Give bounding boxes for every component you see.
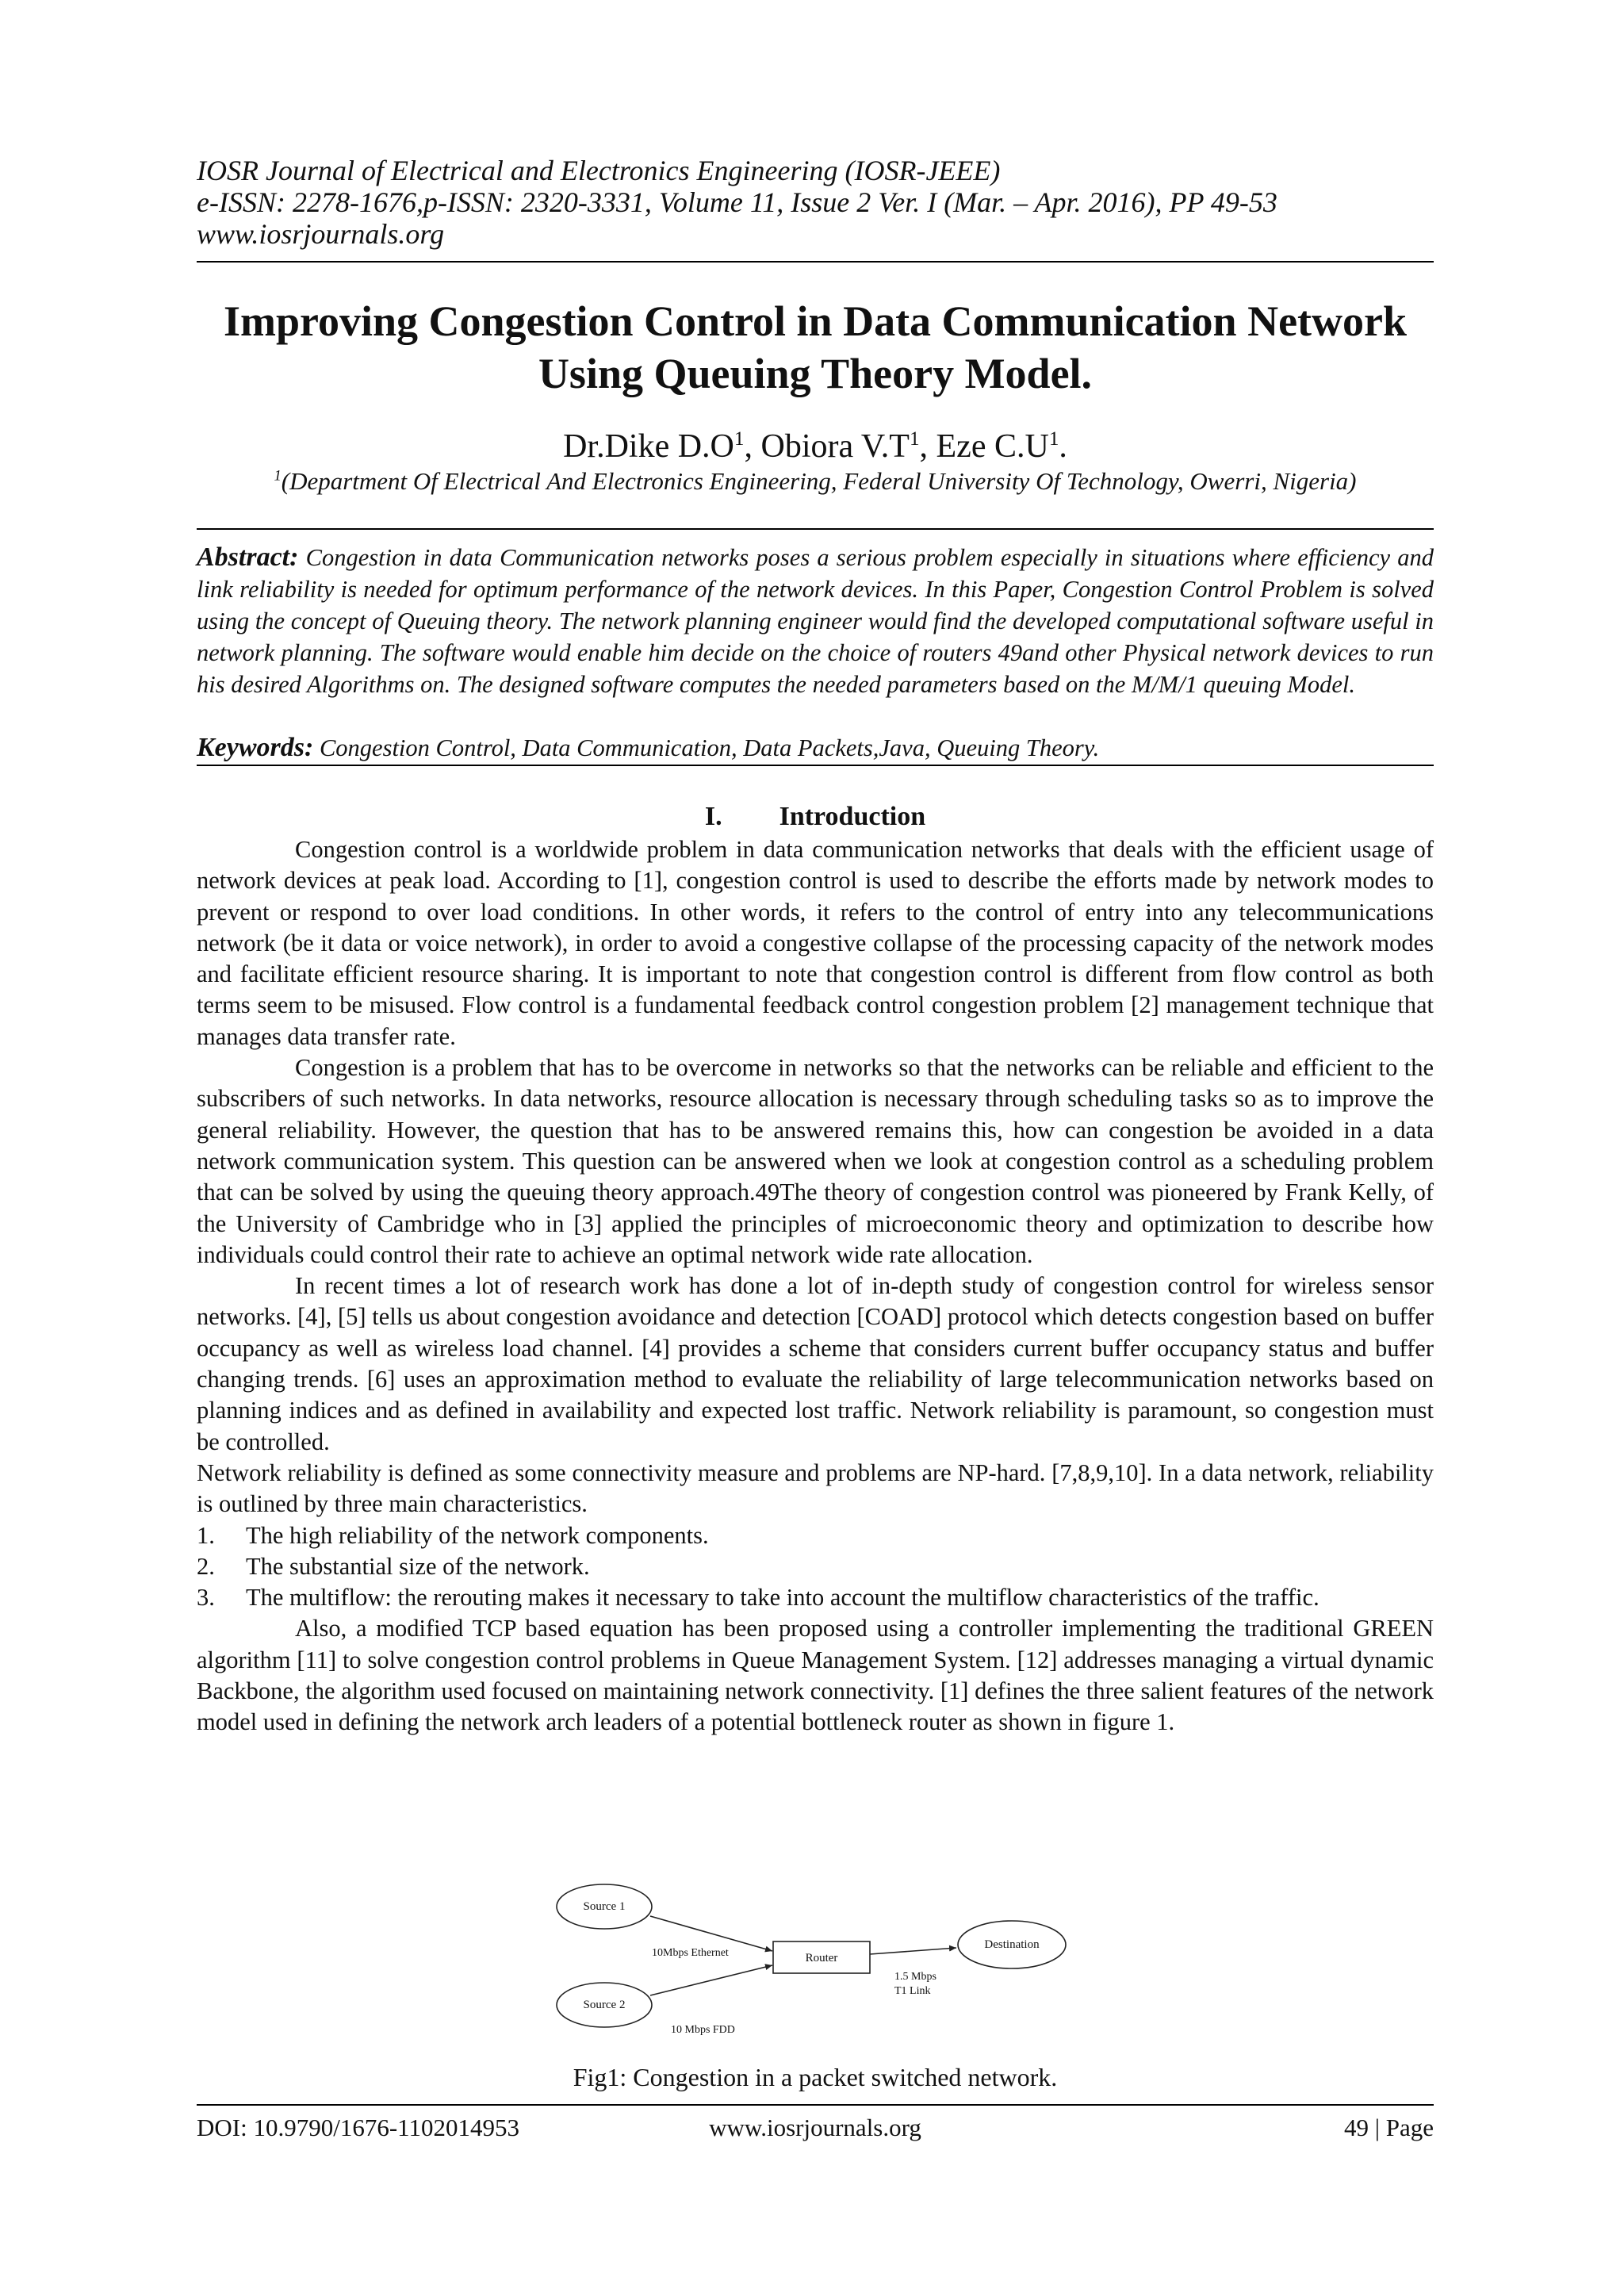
list-item [197,1582,1434,1613]
journal-website: www.iosrjournals.org [197,218,445,250]
link-1-label: 10Mbps Ethernet [652,1947,729,1959]
author-3: , Eze C.U [919,428,1049,465]
list-item-text: The high reliability of the network components. [246,1521,709,1549]
link-3-rate: 1.5 Mbps [894,1971,936,1983]
figure-caption: Fig1: Congestion in a packet switched network. [573,2063,1058,2091]
abstract [197,542,1434,700]
list-item [197,1551,1434,1582]
author-3-affil: 1 [1048,428,1059,450]
router-label: Router [805,1952,838,1964]
keywords [197,732,1434,764]
author-2: , Obiora V.T [744,428,910,465]
section-heading [197,801,1434,833]
keywords-text: Congestion Control, Data Communication, Data Packets,Java, Queuing Theory. [319,734,1100,761]
link-source2-router [650,1965,772,1995]
list-item-number: 3. [197,1584,215,1612]
list-item-text: The multiflow: the rerouting makes it necessary to take into account the multiflow characteristics of the traffic. [246,1584,1320,1612]
list-item-number: 1. [197,1521,215,1549]
abstract-top-rule [197,528,1434,530]
link-router-destination [870,1948,956,1954]
section-number: I. [704,802,722,831]
characteristics-list [197,1520,1434,1614]
author-1: Dr.Dike D.O [563,428,734,465]
list-item [197,1520,1434,1551]
footer-page-number: 49 | Page [1344,2114,1434,2141]
body-text [197,834,1434,1738]
page-footer [197,2104,1434,2145]
journal-issn: e-ISSN: 2278-1676,p-ISSN: 2320-3331, Volume 11, Issue 2 Ver. I (Mar. – Apr. 2016), PP 49-53 [197,186,1277,218]
footer-doi: DOI: 10.9790/1676-1102014953 [197,2114,519,2141]
author-list [197,427,1434,466]
list-item-number: 2. [197,1552,215,1580]
link-2-label: 10 Mbps FDD [671,2024,735,2036]
link-source1-router [650,1916,772,1951]
title-line-1: Improving Congestion Control in Data Communication Network [223,297,1408,345]
author-end: . [1059,428,1067,465]
paper-title [197,295,1434,400]
keywords-label: Keywords: [197,733,314,762]
paragraph: Network reliability is defined as some connectivity measure and problems are NP-hard. [7,8,9,10]. In a data network, reliability is outlined by three main characteristics. [197,1458,1434,1518]
abstract-bottom-rule [197,765,1434,766]
author-2-affil: 1 [909,428,920,450]
paragraph: Congestion control is a worldwide problem in data communication networks that deals with the efficient usage of network devices at peak load. According to [1], congestion control is used to describe the efforts made by network modes to prevent or respond to over load conditions. In other words, it refers to the control of entry into any telecommunications network (be it data or voice network), in order to avoid a congestive collapse of the processing capacity of the network modes and facilitate efficient resource sharing. It is important to note that congestion control is different from flow control as both terms seem to be misused. Flow control is a fundamental feedback control congestion problem [2] management technique that manages data transfer rate. [197,836,1434,1050]
journal-header [197,155,1434,250]
title-line-2: Using Queuing Theory Model. [538,350,1093,397]
link-3-type: T1 Link [894,1985,931,1997]
paragraph: In recent times a lot of research work has done a lot of in-depth study of congestion control for wireless sensor networks. [4], [5] tells us about congestion avoidance and detection [COAD] protocol which detects congestion based on buffer occupancy as well as wireless load channel. [4] provides a scheme that considers current buffer occupancy status and buffer changing trends. [6] uses an approximation method to evaluate the reliability of large telecommunication networks based on planning indices and as defined in availability and expected lost traffic. Network reliability is paramount, so congestion must be controlled. [197,1272,1434,1455]
source-2-label: Source 2 [583,1999,626,2011]
affiliation-marker: 1 [274,467,282,485]
list-item-text: The substantial size of the network. [246,1552,590,1580]
source-1-label: Source 1 [583,1900,626,1913]
footer-website: www.iosrjournals.org [709,2114,921,2141]
section-title: Introduction [779,802,926,831]
abstract-text: Congestion in data Communication networks poses a serious problem especially in situations where efficiency and link reliability is needed for optimum performance of the network devices. In this Paper, Congestion Control Problem is solved using the concept of Queuing theory. The network planning engineer would find the developed computational software useful in network planning. The software would enable him decide on the choice of routers 49and other Physical network devices to run his desired Algorithms on. The designed software computes the needed parameters based on the M/M/1 queuing Model. [197,544,1434,698]
journal-name: IOSR Journal of Electrical and Electronics Engineering (IOSR-JEEE) [197,155,1001,186]
network-diagram [547,1881,1078,2040]
destination-label: Destination [984,1938,1040,1951]
paragraph: Also, a modified TCP based equation has been proposed using a controller implementing the traditional GREEN algorithm [11] to solve congestion control problems in Queue Management System. [12] addresses managing a virtual dynamic Backbone, the algorithm used focused on maintaining network connectivity. [1] defines the three salient features of the network model used in defining the network arch leaders of a potential bottleneck router as shown in figure 1. [197,1615,1434,1736]
paragraph: Congestion is a problem that has to be overcome in networks so that the networks can be reliable and efficient to the subscribers of such networks. In data networks, resource allocation is necessary through scheduling tasks so as to improve the general reliability. However, the question that has to be answered remains this, how can congestion be avoided in a data network communication system. This question can be answered when we look at congestion control as a scheduling problem that can be solved by using the queuing theory approach.49The theory of congestion control was pioneered by Frank Kelly, of the University of Cambridge who in [3] applied the principles of microeconomic theory and optimization to describe how individuals could control their rate to achieve an optimal network wide rate allocation. [197,1054,1434,1268]
affiliation-text: (Department Of Electrical And Electronics Engineering, Federal University Of Technology, Owerri, Nigeria) [281,467,1357,495]
abstract-label: Abstract: [197,542,299,572]
affiliation [197,466,1434,496]
header-rule [197,261,1434,263]
author-1-affil: 1 [733,428,745,450]
